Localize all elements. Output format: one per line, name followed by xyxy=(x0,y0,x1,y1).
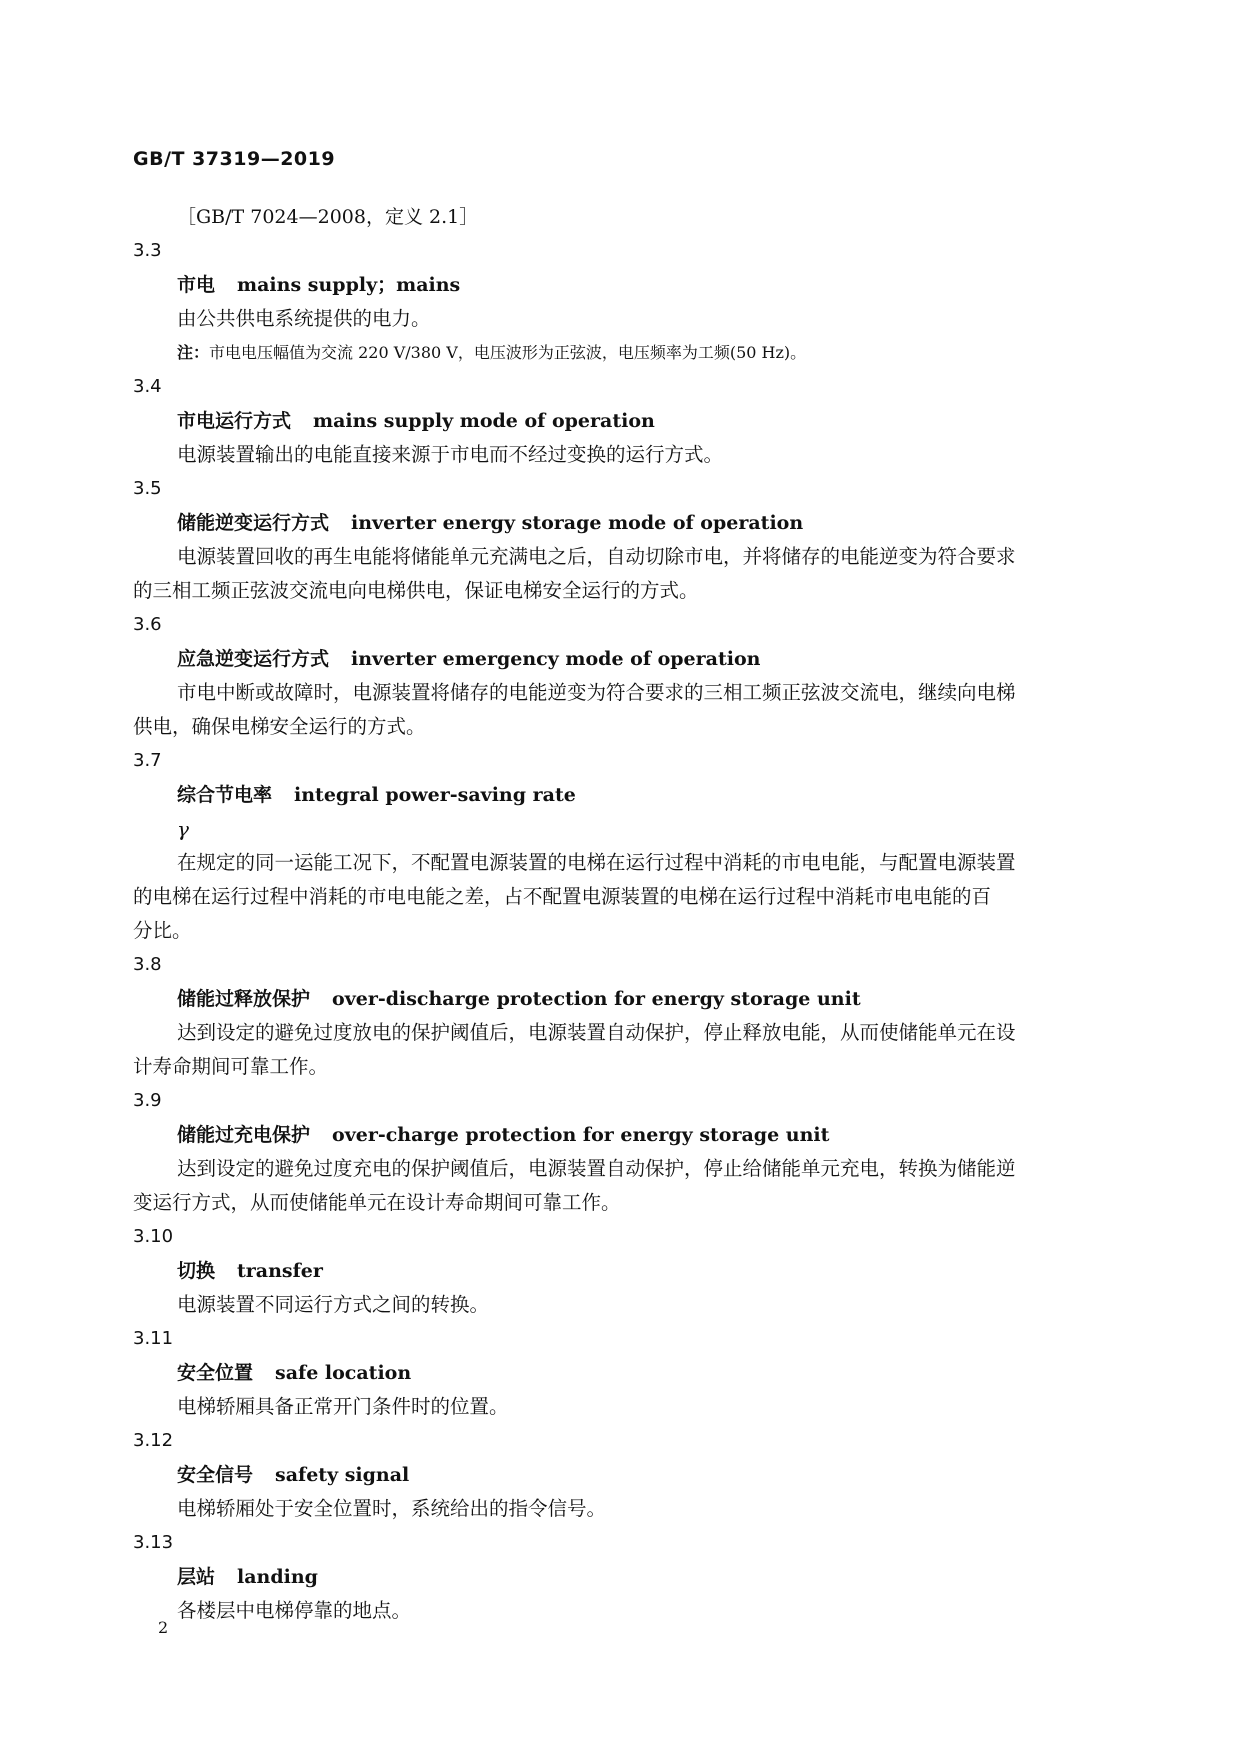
term-english: inverter energy storage mode of operation xyxy=(351,512,804,534)
definition-line: 的电梯在运行过程中消耗的市电电能之差，占不配置电源装置的电梯在运行过程中消耗市电电能的百 xyxy=(133,885,992,908)
clause-number: 3.9 xyxy=(133,1090,162,1111)
term-heading xyxy=(133,506,1103,540)
term-chinese: 储能逆变运行方式 xyxy=(177,512,330,534)
note-text: 市电电压幅值为交流 220 V/380 V，电压波形为正弦波，电压频率为工频(50 Hz)。 xyxy=(209,343,807,362)
definition-line: 计寿命期间可靠工作。 xyxy=(133,1055,329,1078)
term-heading xyxy=(133,1118,1103,1152)
term-heading xyxy=(133,778,1103,812)
document-body xyxy=(133,200,1103,1628)
term-entry xyxy=(133,472,1103,608)
term-entry xyxy=(133,608,1103,744)
term-heading xyxy=(133,404,1103,438)
term-heading xyxy=(133,1356,1103,1390)
term-english: mains supply mode of operation xyxy=(313,410,655,432)
term-heading xyxy=(133,1458,1103,1492)
standard-code-header: GB/T 37319—2019 xyxy=(133,148,336,170)
page-number: 2 xyxy=(158,1618,169,1637)
term-entry xyxy=(133,1322,1103,1424)
term-entry xyxy=(133,1424,1103,1526)
clause-number: 3.13 xyxy=(133,1532,174,1553)
term-heading xyxy=(133,982,1103,1016)
definition-line: 电梯轿厢具备正常开门条件时的位置。 xyxy=(177,1395,509,1418)
source-reference: ［GB/T 7024—2008，定义 2.1］ xyxy=(177,206,479,228)
clause-number: 3.4 xyxy=(133,376,162,397)
definition-line: 电梯轿厢处于安全位置时，系统给出的指令信号。 xyxy=(177,1497,607,1520)
clause-number: 3.12 xyxy=(133,1430,174,1451)
clause-number: 3.10 xyxy=(133,1226,174,1247)
term-heading xyxy=(133,1254,1103,1288)
definition-line: 分比。 xyxy=(133,919,192,942)
term-entry xyxy=(133,370,1103,472)
clause-number: 3.5 xyxy=(133,478,162,499)
term-english: transfer xyxy=(237,1260,323,1282)
definition-line: 电源装置不同运行方式之间的转换。 xyxy=(177,1293,490,1316)
definition-line: 电源装置输出的电能直接来源于市电而不经过变换的运行方式。 xyxy=(177,443,724,466)
clause-number: 3.11 xyxy=(133,1328,174,1349)
term-english: mains supply；mains xyxy=(237,274,461,296)
term-chinese: 安全位置 xyxy=(177,1362,254,1384)
clause-number: 3.8 xyxy=(133,954,162,975)
definition-line: 达到设定的避免过度充电的保护阈值后，电源装置自动保护，停止给储能单元充电，转换为储能逆 xyxy=(177,1157,1016,1180)
term-chinese: 切换 xyxy=(177,1260,216,1282)
clause-number: 3.7 xyxy=(133,750,162,771)
term-chinese: 安全信号 xyxy=(177,1464,254,1486)
term-entry xyxy=(133,948,1103,1084)
term-entry xyxy=(133,1220,1103,1322)
definition-line: 市电中断或故障时，电源装置将储存的电能逆变为符合要求的三相工频正弦波交流电，继续向电梯 xyxy=(177,681,1016,704)
definition-line: 的三相工频正弦波交流电向电梯供电，保证电梯安全运行的方式。 xyxy=(133,579,699,602)
definition-line: 变运行方式，从而使储能单元在设计寿命期间可靠工作。 xyxy=(133,1191,621,1214)
definition-line: 在规定的同一运能工况下，不配置电源装置的电梯在运行过程中消耗的市电电能，与配置电源装置 xyxy=(177,851,1016,874)
term-chinese: 储能过释放保护 xyxy=(177,988,311,1010)
definition-line: 电源装置回收的再生电能将储能单元充满电之后，自动切除市电，并将储存的电能逆变为符合要求 xyxy=(177,545,1016,568)
term-chinese: 市电 xyxy=(177,274,216,296)
term-english: over-discharge protection for energy storage unit xyxy=(332,988,861,1010)
term-english: integral power-saving rate xyxy=(294,784,576,806)
term-english: inverter emergency mode of operation xyxy=(351,648,761,670)
term-heading xyxy=(133,1560,1103,1594)
term-entry xyxy=(133,1526,1103,1628)
term-english: safety signal xyxy=(275,1464,410,1486)
term-chinese: 层站 xyxy=(177,1566,216,1588)
term-entries xyxy=(133,234,1103,1628)
note-label: 注： xyxy=(177,343,210,362)
term-chinese: 应急逆变运行方式 xyxy=(177,648,330,670)
term-heading xyxy=(133,642,1103,676)
term-entry xyxy=(133,744,1103,948)
term-chinese: 储能过充电保护 xyxy=(177,1124,311,1146)
term-english: safe location xyxy=(275,1362,412,1384)
term-entry xyxy=(133,1084,1103,1220)
term-chinese: 市电运行方式 xyxy=(177,410,292,432)
term-entry xyxy=(133,234,1103,370)
term-chinese: 综合节电率 xyxy=(177,784,273,806)
clause-number: 3.3 xyxy=(133,240,162,261)
definition-line: 各楼层中电梯停靠的地点。 xyxy=(177,1599,412,1622)
term-symbol: γ xyxy=(177,817,189,841)
term-note xyxy=(133,336,1103,370)
clause-number: 3.6 xyxy=(133,614,162,635)
definition-line: 达到设定的避免过度放电的保护阈值后，电源装置自动保护，停止释放电能，从而使储能单元在设 xyxy=(177,1021,1016,1044)
definition-line: 供电，确保电梯安全运行的方式。 xyxy=(133,715,426,738)
term-english: landing xyxy=(237,1566,318,1588)
definition-line: 由公共供电系统提供的电力。 xyxy=(177,307,431,330)
term-english: over-charge protection for energy storage unit xyxy=(332,1124,830,1146)
term-heading xyxy=(133,268,1103,302)
